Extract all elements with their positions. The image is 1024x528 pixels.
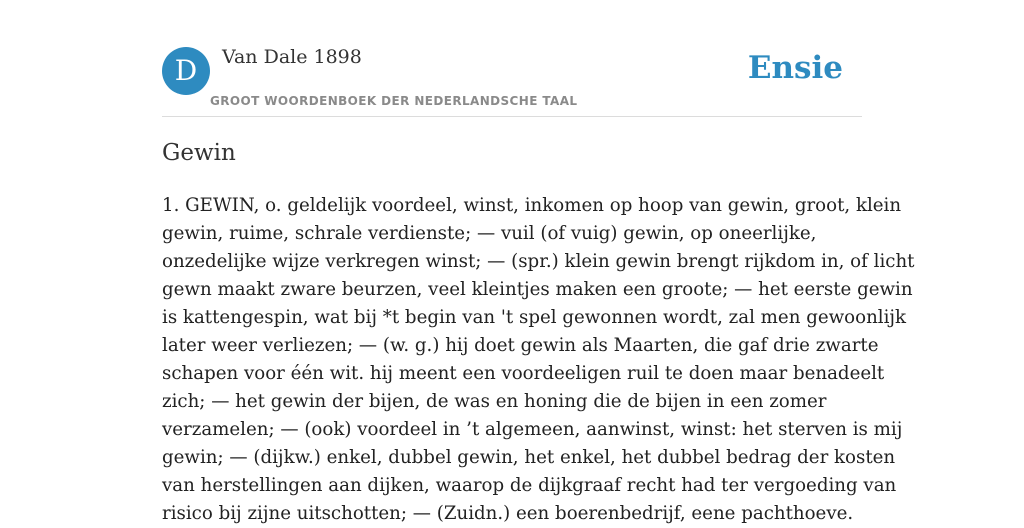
definition-line: 1. GEWIN, o. geldelijk voordeel, winst, inkomen op hoop van gewin, groot, klein [162, 195, 902, 216]
definition-line: gewn maakt zware beurzen, veel kleintjes maken een groote; — het eerste gewin [162, 279, 913, 300]
dictionary-header [162, 0, 862, 117]
dictionary-title[interactable]: Van Dale 1898 [222, 46, 362, 68]
definition-line: van herstellingen aan dijken, waarop de dijkgraaf recht had ter vergoeding van [162, 475, 897, 496]
definition-line: onzedelijke wijze verkregen winst; — (spr.) klein gewin brengt rijkdom in, of licht [162, 251, 915, 272]
definition-line: risico bij zijne uitschotten; — (Zuidn.) een boerenbedrijf, eene pachthoeve. [162, 503, 854, 524]
entry-title: Gewin [162, 140, 236, 166]
dictionary-logo[interactable]: D [162, 47, 210, 95]
definition-line: gewin, ruime, schrale verdienste; — vuil (of vuig) gewin, op oneerlijke, [162, 223, 817, 244]
definition-line: schapen voor één wit. hij meent een voordeeligen ruil te doen maar benadeelt [162, 363, 885, 384]
brand-logo[interactable]: Ensie [747, 50, 843, 86]
definition-line: is kattengespin, wat bij *t begin van 't spel gewonnen wordt, zal men gewoonlijk [162, 307, 907, 328]
definition-line: verzamelen; — (ook) voordeel in ’t algemeen, aanwinst, winst: het sterven is mij [162, 419, 903, 440]
dictionary-subtitle: GROOT WOORDENBOEK DER NEDERLANDSCHE TAAL [210, 94, 578, 108]
definition-line: zich; — het gewin der bijen, de was en honing die de bijen in een zomer [162, 391, 827, 412]
page [162, 0, 915, 524]
definition-line: gewin; — (dijkw.) enkel, dubbel gewin, het enkel, het dubbel bedrag der kosten [162, 447, 896, 468]
entry-definition [162, 192, 915, 528]
definition-line: later weer verliezen; — (w. g.) hij doet gewin als Maarten, die gaf drie zwarte [162, 335, 879, 356]
